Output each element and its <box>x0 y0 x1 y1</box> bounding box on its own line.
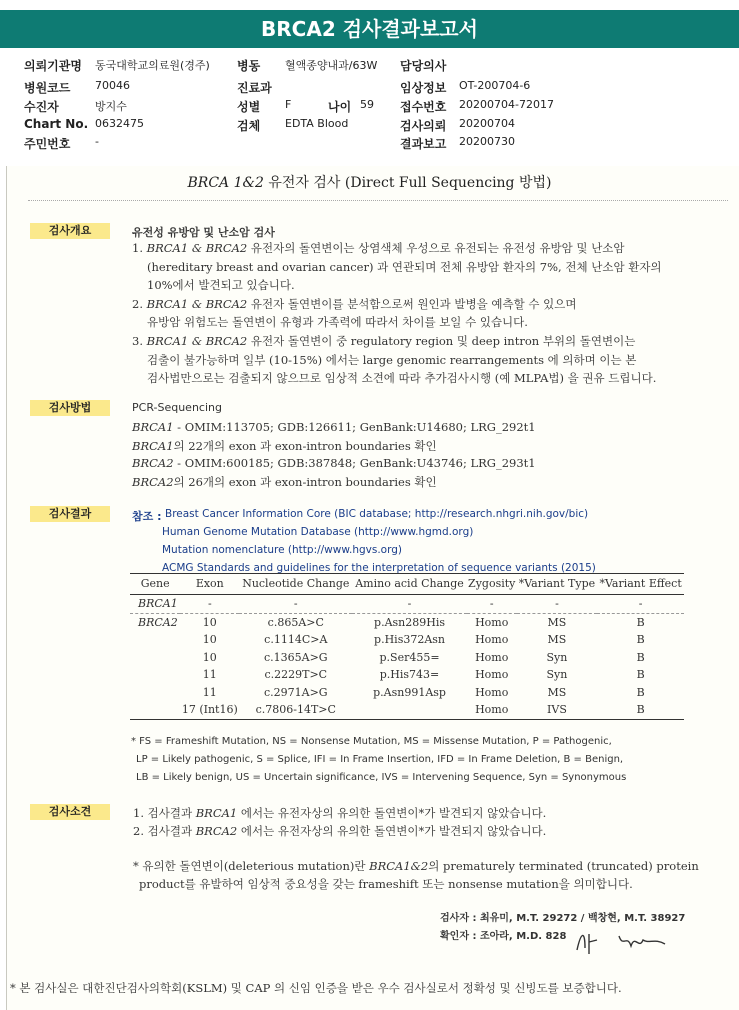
table-cell: 11 <box>202 668 217 681</box>
table-cell: MS <box>547 633 567 646</box>
table-cell: 10 <box>202 650 217 664</box>
footnote-line: LB = Likely benign, US = Uncertain significance, IVS = Intervening Sequence, Syn = Synonymous <box>136 772 627 783</box>
table-cell: B <box>636 615 645 629</box>
method-heading: PCR-Sequencing <box>132 401 222 414</box>
overview-line: 검사법만으로는 검출되지 않으므로 임상적 소견에 따라 추가검사시행 (예 MLPA법) 을 권유 드립니다. <box>147 371 657 386</box>
sex-value: F <box>285 98 292 111</box>
table-cell: p.Asn991Asp <box>373 685 446 699</box>
overview-line: 유방암 위험도는 돌연변이 유형과 가족력에 따라서 차이를 보일 수 있습니다. <box>147 315 528 330</box>
finding-line: 1. 검사결과 BRCA1 에서는 유전자상의 유의한 돌연변이*가 발견되지 않았습니다. <box>133 806 547 820</box>
title-divider <box>28 200 728 201</box>
table-cell <box>130 684 180 702</box>
variant-table <box>130 573 684 720</box>
table-cell: - <box>467 595 517 614</box>
findings-note-line2: product를 유발하여 임상적 중요성을 갖는 frameshift 또는 nonsense mutation을 의미합니다. <box>139 877 633 891</box>
certification-footer: * 본 검사실은 대한진단검사의학회(KSLM) 및 CAP 의 신임 인증을 받은 우수 검사실로서 정확성 및 신빙도를 보증합니다. <box>10 981 622 995</box>
column-header: Nucleotide Change <box>239 574 352 595</box>
column-header: Exon <box>180 574 239 595</box>
hospital-value: 동국대학교의료원(경주) <box>95 59 210 72</box>
column-header: *Variant Effect <box>597 574 684 595</box>
table-cell <box>352 701 466 719</box>
table-cell: BRCA2 <box>138 615 178 629</box>
table-cell: c.2229T>C <box>264 668 328 681</box>
table-cell: Homo <box>475 633 509 646</box>
overview-line: (hereditary breast and ovarian cancer) 과 연관되며 전체 유방암 환자의 7%, 전체 난소암 환자의 <box>147 259 662 274</box>
table-cell: - <box>180 595 239 614</box>
request-date-value: 20200704 <box>459 117 515 130</box>
result-label: 검사결과 <box>30 506 110 522</box>
table-cell: 17 (Int16) <box>180 701 239 719</box>
table-cell: p.His372Asn <box>374 633 446 646</box>
report-date-value: 20200730 <box>459 135 515 148</box>
table-cell: - <box>597 595 684 614</box>
dept-label: 진료과 <box>237 81 272 95</box>
receipt-no-label: 접수번호 <box>400 100 447 114</box>
table-cell: c.2971A>G <box>263 685 328 699</box>
table-cell: p.Ser455= <box>379 650 440 664</box>
table-cell <box>130 666 180 684</box>
variant-table-header <box>130 574 684 595</box>
hospital-label: 의뢰기관명 <box>24 59 82 73</box>
report-title: BRCA2 검사결과보고서 <box>0 10 739 48</box>
reference-item: Human Genome Mutation Database (http://www.hgmd.org) <box>162 526 474 538</box>
method-line: BRCA2 - OMIM:600185; GDB:387848; GenBank:U43746; LRG_293t1 <box>132 456 536 470</box>
age-value: 59 <box>360 98 374 111</box>
table-cell: - <box>352 595 466 614</box>
table-cell: c.1365A>G <box>263 650 328 664</box>
table-cell: Homo <box>475 615 509 629</box>
table-row <box>130 649 684 667</box>
table-row <box>130 701 684 719</box>
table-cell: p.Asn289His <box>374 615 446 629</box>
table-row <box>130 613 684 631</box>
tester: 검사자 : 최유미, M.T. 29272 / 백창현, M.T. 38927 <box>440 913 686 924</box>
overview-line: 2. BRCA1 & BRCA2 유전자 돌연변이를 분석함으로써 원인과 발병을 예측할 수 있으며 <box>132 296 577 311</box>
reference-item: ACMG Standards and guidelines for the interpretation of sequence variants (2015) <box>162 562 596 574</box>
table-cell <box>130 701 180 719</box>
method-line: BRCA2의 26개의 exon 과 exon-intron boundaries 확인 <box>132 475 437 489</box>
overview-line: 1. BRCA1 & BRCA2 유전자의 돌연변이는 상염색체 우성으로 유전되는 유전성 유방암 및 난소암 <box>132 241 625 255</box>
table-cell: Syn <box>546 668 568 681</box>
table-row <box>130 684 684 702</box>
table-cell: c.1114C>A <box>264 633 328 646</box>
table-cell: B <box>636 685 645 699</box>
table-cell: BRCA1 <box>130 595 180 614</box>
table-cell: B <box>636 668 645 681</box>
test-title-gene: BRCA 1&2 <box>187 175 264 191</box>
table-cell: 10 <box>202 615 217 629</box>
method-line: BRCA1 - OMIM:113705; GDB:126611; GenBank:U14680; LRG_292t1 <box>132 420 536 434</box>
table-cell: B <box>597 701 684 719</box>
table-cell <box>130 631 180 649</box>
footnote-line: LP = Likely pathogenic, S = Splice, IFI = In Frame Insertion, IFD = In Frame Deletion, B = Benign, <box>136 754 624 765</box>
findings-note-line1: * 유의한 돌연변이(deleterious mutation)란 BRCA1&2의 prematurely terminated (truncated) protein <box>133 859 699 873</box>
table-cell: Homo <box>475 668 509 681</box>
patient-value: 방지수 <box>95 100 127 113</box>
clinical-info-label: 임상정보 <box>400 81 447 95</box>
table-row <box>130 595 684 614</box>
ward-value: 혈액종양내과/63W <box>285 59 378 72</box>
chart-no-value: 0632475 <box>95 117 144 130</box>
table-cell: c.7806-14T>C <box>239 701 352 719</box>
table-cell: Syn <box>546 650 568 664</box>
table-cell: 11 <box>202 685 217 699</box>
request-date-label: 검사의뢰 <box>400 119 447 133</box>
table-cell: Homo <box>475 650 509 664</box>
chart-no-label: Chart No. <box>24 117 89 131</box>
report-date-label: 결과보고 <box>400 137 447 151</box>
table-cell: B <box>636 650 645 664</box>
finding-line: 2. 검사결과 BRCA2 에서는 유전자상의 유의한 돌연변이*가 발견되지 않았습니다. <box>133 824 547 838</box>
doctor-label: 담당의사 <box>400 59 447 73</box>
overview-line: 검출이 불가능하며 일부 (10-15%) 에서는 large genomic rearrangements 에 의하며 이는 본 <box>147 352 637 367</box>
table-cell: MS <box>547 615 567 629</box>
receipt-no-value: 20200704-72017 <box>459 98 554 111</box>
sex-label: 성별 <box>237 100 261 114</box>
method-line: BRCA1의 22개의 exon 과 exon-intron boundaries 확인 <box>132 439 437 453</box>
table-cell: c.865A>C <box>267 615 324 629</box>
age-label: 나이 <box>328 100 352 114</box>
test-title-rest: 유전자 검사 (Direct Full Sequencing 방법) <box>263 175 552 191</box>
table-cell: - <box>239 595 352 614</box>
column-header: Zygosity <box>467 574 517 595</box>
findings-label: 검사소견 <box>30 804 110 820</box>
overview-line: 10%에서 발견되고 있습니다. <box>147 278 295 293</box>
resident-no-label: 주민번호 <box>24 137 71 151</box>
table-cell: B <box>636 633 645 646</box>
table-cell: MS <box>547 685 567 699</box>
table-cell: IVS <box>517 701 598 719</box>
reference-item: Mutation nomenclature (http://www.hgvs.org) <box>162 544 402 556</box>
column-header: *Variant Type <box>517 574 598 595</box>
table-cell: Homo <box>475 685 509 699</box>
hospital-code-label: 병원코드 <box>24 81 71 95</box>
table-cell: Homo <box>467 701 517 719</box>
signature <box>571 924 711 958</box>
reference-prefix: 참조 : <box>132 510 162 523</box>
specimen-label: 검체 <box>237 119 261 133</box>
table-cell: 10 <box>202 633 217 646</box>
resident-no-value: - <box>95 135 99 148</box>
table-cell: p.His743= <box>379 668 440 681</box>
patient-label: 수진자 <box>24 100 59 114</box>
column-header: Gene <box>130 574 180 595</box>
footnote-line: * FS = Frameshift Mutation, NS = Nonsense Mutation, MS = Missense Mutation, P = Pathogenic, <box>131 736 612 747</box>
table-row <box>130 666 684 684</box>
specimen-value: EDTA Blood <box>285 117 349 130</box>
table-row <box>130 631 684 649</box>
test-title <box>0 172 739 192</box>
overview-label: 검사개요 <box>30 223 110 239</box>
column-header: Amino acid Change <box>352 574 466 595</box>
overview-heading: 유전성 유방암 및 난소암 검사 <box>132 226 275 239</box>
overview-line: 3. BRCA1 & BRCA2 유전자 돌연변이 중 regulatory region 및 deep intron 부위의 돌연변이는 <box>132 334 636 348</box>
reference-item: Breast Cancer Information Core (BIC database; http://research.nhgri.nih.gov/bic) <box>165 508 589 520</box>
ward-label: 병동 <box>237 59 261 73</box>
table-cell: - <box>517 595 598 614</box>
confirmer: 확인자 : 조아라, M.D. 828 <box>440 931 567 942</box>
clinical-info-value: OT-200704-6 <box>459 79 531 92</box>
hospital-code-value: 70046 <box>95 79 130 92</box>
table-cell <box>130 649 180 667</box>
method-label: 검사방법 <box>30 400 110 416</box>
